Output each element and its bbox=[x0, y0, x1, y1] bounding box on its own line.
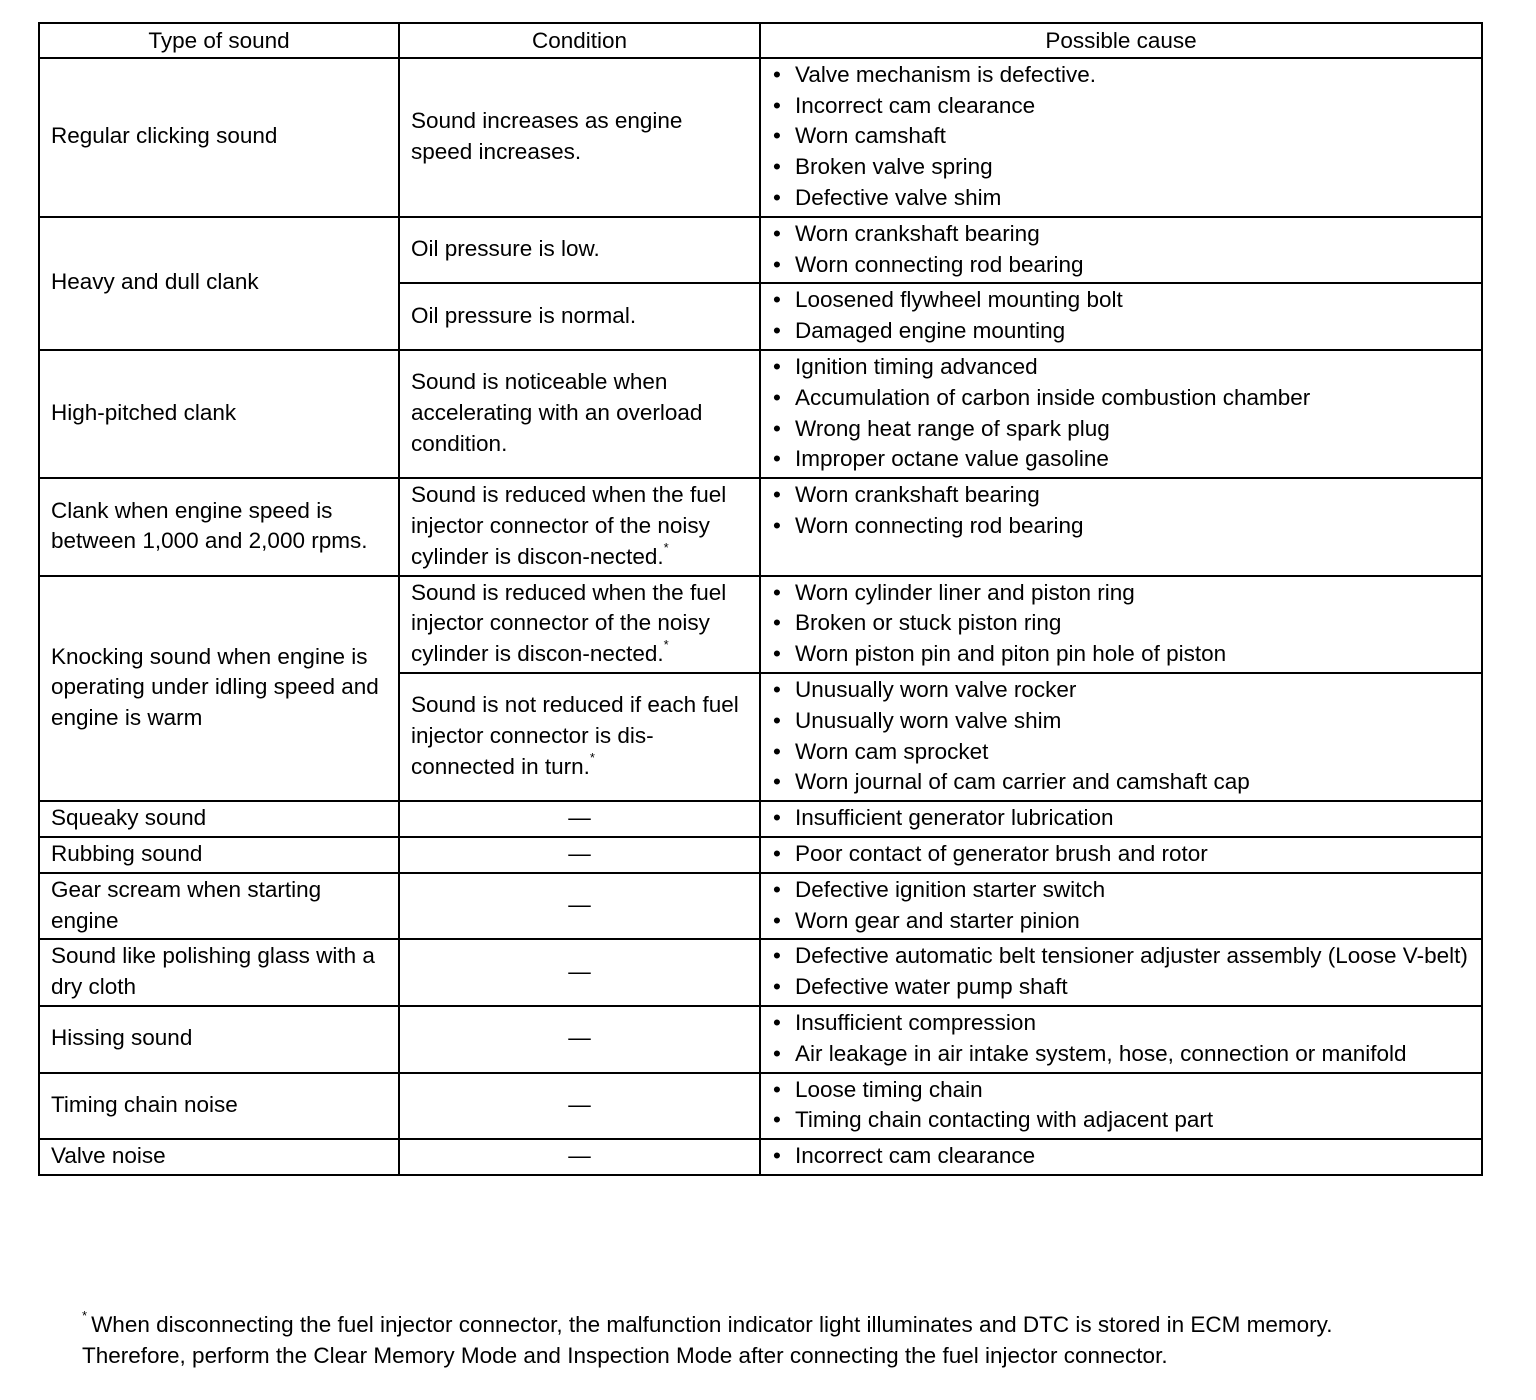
footnote bbox=[82, 1310, 1502, 1371]
cause-item: • Worn cam sprocket bbox=[771, 737, 1475, 768]
cause-item: • Broken valve spring bbox=[771, 152, 1475, 183]
table-row bbox=[39, 58, 1482, 217]
cause-item: • Unusually worn valve shim bbox=[771, 706, 1475, 737]
table-row bbox=[39, 801, 1482, 837]
cause-item: • Defective water pump shaft bbox=[771, 972, 1475, 1003]
possible-cause-cell bbox=[760, 283, 1482, 350]
condition-cell bbox=[399, 1139, 760, 1175]
cause-item: • Valve mechanism is defective. bbox=[771, 60, 1475, 91]
cause-list bbox=[771, 1008, 1475, 1070]
cause-item: • Incorrect cam clearance bbox=[771, 1141, 1475, 1172]
condition-text: — bbox=[568, 892, 591, 918]
table-body bbox=[39, 58, 1482, 1175]
condition-text: — bbox=[568, 805, 591, 831]
footnote-line-1 bbox=[82, 1310, 1502, 1341]
footnote-line-2: Therefore, perform the Clear Memory Mode and Inspection Mode after connecting the fuel injector connector. bbox=[82, 1342, 1168, 1368]
footnote-text-1: When disconnecting the fuel injector connector, the malfunction indicator light illuminates and DTC is stored in ECM memory. bbox=[91, 1312, 1333, 1337]
condition-cell bbox=[399, 939, 760, 1006]
possible-cause-cell bbox=[760, 837, 1482, 873]
cause-item: • Worn connecting rod bearing bbox=[771, 511, 1475, 542]
type-of-sound-cell: Clank when engine speed is between 1,000 and 2,000 rpms. bbox=[39, 478, 399, 575]
possible-cause-cell bbox=[760, 350, 1482, 478]
header-possible-cause: Possible cause bbox=[760, 23, 1482, 58]
cause-item: • Air leakage in air intake system, hose, connection or manifold bbox=[771, 1039, 1475, 1070]
cause-item: • Timing chain contacting with adjacent part bbox=[771, 1105, 1475, 1136]
table-row bbox=[39, 1006, 1482, 1073]
cause-item: • Loose timing chain bbox=[771, 1075, 1475, 1106]
condition-cell bbox=[399, 1006, 760, 1073]
condition-text: — bbox=[568, 840, 591, 866]
cause-list bbox=[771, 285, 1475, 347]
cause-item: • Worn cylinder liner and piston ring bbox=[771, 578, 1475, 609]
condition-text: Sound is noticeable when accelerating with an overload condition. bbox=[411, 369, 703, 456]
condition-text: Sound increases as engine speed increases. bbox=[411, 107, 683, 164]
condition-text: Sound is not reduced if each fuel injector connector is dis-connected in turn. bbox=[411, 692, 739, 779]
cause-list bbox=[771, 60, 1475, 214]
type-of-sound-cell: Hissing sound bbox=[39, 1006, 399, 1073]
cause-item: • Insufficient compression bbox=[771, 1008, 1475, 1039]
table-row bbox=[39, 350, 1482, 478]
possible-cause-cell bbox=[760, 1073, 1482, 1140]
cause-list bbox=[771, 480, 1475, 542]
condition-cell bbox=[399, 837, 760, 873]
possible-cause-cell bbox=[760, 673, 1482, 801]
cause-item: • Damaged engine mounting bbox=[771, 316, 1475, 347]
possible-cause-cell bbox=[760, 939, 1482, 1006]
cause-item: • Incorrect cam clearance bbox=[771, 91, 1475, 122]
engine-noise-troubleshooting-table bbox=[38, 22, 1483, 1176]
table-row bbox=[39, 1139, 1482, 1175]
condition-text: Oil pressure is normal. bbox=[411, 302, 637, 328]
type-of-sound-cell: Timing chain noise bbox=[39, 1073, 399, 1140]
cause-item: • Worn camshaft bbox=[771, 121, 1475, 152]
condition-cell bbox=[399, 873, 760, 940]
cause-item: • Defective ignition starter switch bbox=[771, 875, 1475, 906]
cause-item: • Worn connecting rod bearing bbox=[771, 250, 1475, 281]
type-of-sound-cell: Sound like polishing glass with a dry cloth bbox=[39, 939, 399, 1006]
possible-cause-cell bbox=[760, 873, 1482, 940]
condition-text: Oil pressure is low. bbox=[411, 236, 600, 262]
cause-list bbox=[771, 578, 1475, 670]
condition-cell bbox=[399, 283, 760, 350]
cause-item: • Loosened flywheel mounting bolt bbox=[771, 285, 1475, 316]
condition-text: — bbox=[568, 1091, 591, 1117]
cause-item: • Broken or stuck piston ring bbox=[771, 608, 1475, 639]
cause-list bbox=[771, 675, 1475, 798]
cause-item: • Improper octane value gasoline bbox=[771, 444, 1475, 475]
cause-list bbox=[771, 1075, 1475, 1137]
table-row bbox=[39, 939, 1482, 1006]
cause-list bbox=[771, 839, 1475, 870]
cause-item: • Worn gear and starter pinion bbox=[771, 906, 1475, 937]
cause-item: • Worn piston pin and piton pin hole of piston bbox=[771, 639, 1475, 670]
cause-list bbox=[771, 352, 1475, 475]
condition-cell bbox=[399, 58, 760, 217]
cause-item: • Ignition timing advanced bbox=[771, 352, 1475, 383]
cause-item: • Poor contact of generator brush and rotor bbox=[771, 839, 1475, 870]
cause-list bbox=[771, 219, 1475, 281]
cause-item: • Unusually worn valve rocker bbox=[771, 675, 1475, 706]
type-of-sound-cell: Valve noise bbox=[39, 1139, 399, 1175]
condition-cell bbox=[399, 350, 760, 478]
condition-text: Sound is reduced when the fuel injector connector of the noisy cylinder is discon-nected. bbox=[411, 482, 727, 569]
condition-text: — bbox=[568, 1025, 591, 1051]
cause-list bbox=[771, 803, 1475, 834]
table-row bbox=[39, 217, 1482, 284]
cause-item: • Accumulation of carbon inside combustion chamber bbox=[771, 383, 1475, 414]
table-row bbox=[39, 576, 1482, 673]
cause-list bbox=[771, 1141, 1475, 1172]
condition-cell bbox=[399, 1073, 760, 1140]
cause-item: • Worn journal of cam carrier and camshaft cap bbox=[771, 767, 1475, 798]
possible-cause-cell bbox=[760, 478, 1482, 575]
cause-item: • Worn crankshaft bearing bbox=[771, 219, 1475, 250]
cause-list bbox=[771, 875, 1475, 937]
cause-list bbox=[771, 941, 1475, 1003]
asterisk-mark: * bbox=[663, 637, 669, 653]
possible-cause-cell bbox=[760, 801, 1482, 837]
condition-cell bbox=[399, 673, 760, 801]
condition-text: — bbox=[568, 1143, 591, 1169]
cause-item: • Defective valve shim bbox=[771, 183, 1475, 214]
table-row bbox=[39, 478, 1482, 575]
asterisk-mark: * bbox=[663, 539, 669, 555]
type-of-sound-cell: Regular clicking sound bbox=[39, 58, 399, 217]
condition-cell bbox=[399, 217, 760, 284]
possible-cause-cell bbox=[760, 576, 1482, 673]
type-of-sound-cell: Squeaky sound bbox=[39, 801, 399, 837]
possible-cause-cell bbox=[760, 58, 1482, 217]
condition-cell bbox=[399, 576, 760, 673]
table-row bbox=[39, 837, 1482, 873]
table-row bbox=[39, 873, 1482, 940]
type-of-sound-cell: Heavy and dull clank bbox=[39, 217, 399, 350]
condition-cell bbox=[399, 478, 760, 575]
type-of-sound-cell: Rubbing sound bbox=[39, 837, 399, 873]
table-row bbox=[39, 1073, 1482, 1140]
type-of-sound-cell: Knocking sound when engine is operating under idling speed and engine is warm bbox=[39, 576, 399, 802]
type-of-sound-cell: Gear scream when starting engine bbox=[39, 873, 399, 940]
possible-cause-cell bbox=[760, 217, 1482, 284]
header-condition: Condition bbox=[399, 23, 760, 58]
condition-text: — bbox=[568, 958, 591, 984]
condition-text: Sound is reduced when the fuel injector connector of the noisy cylinder is discon-nected. bbox=[411, 579, 727, 667]
footnote-mark: * bbox=[82, 1308, 88, 1323]
cause-item: • Wrong heat range of spark plug bbox=[771, 414, 1475, 445]
cause-item: • Defective automatic belt tensioner adjuster assembly (Loose V-belt) bbox=[771, 941, 1475, 972]
type-of-sound-cell: High-pitched clank bbox=[39, 350, 399, 478]
table-header-row bbox=[39, 23, 1482, 58]
header-type-of-sound: Type of sound bbox=[39, 23, 399, 58]
asterisk-mark: * bbox=[589, 749, 595, 765]
condition-cell bbox=[399, 801, 760, 837]
possible-cause-cell bbox=[760, 1139, 1482, 1175]
cause-item: • Worn crankshaft bearing bbox=[771, 480, 1475, 511]
possible-cause-cell bbox=[760, 1006, 1482, 1073]
cause-item: • Insufficient generator lubrication bbox=[771, 803, 1475, 834]
